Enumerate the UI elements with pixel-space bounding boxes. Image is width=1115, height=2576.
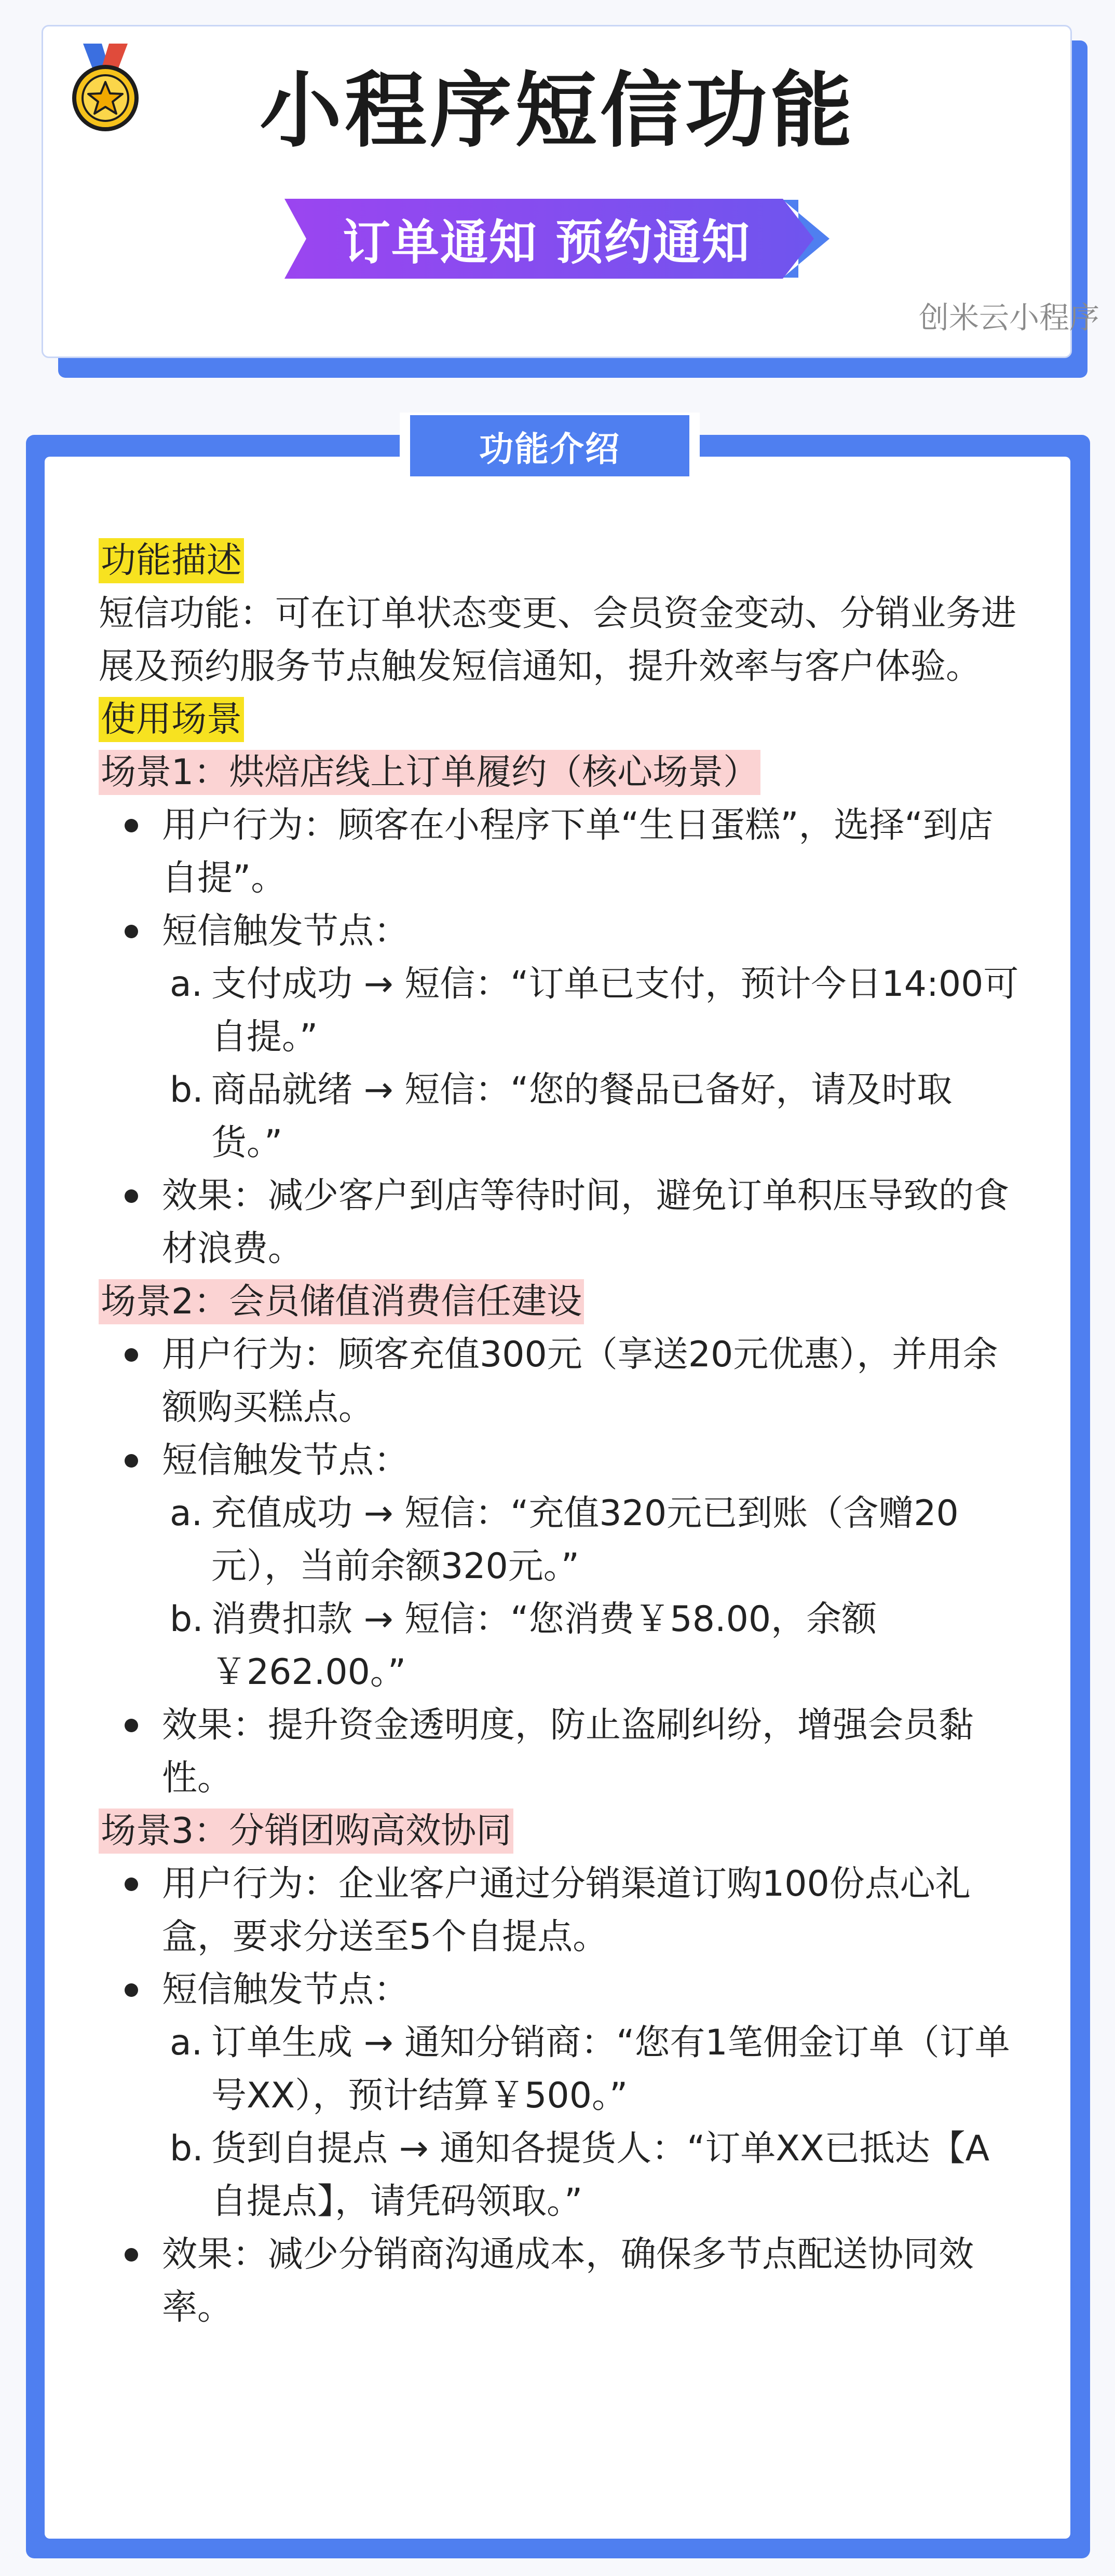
- sub-list-letter: a.: [170, 2022, 203, 2063]
- sub-list-text: 消费扣款 → 短信：“您消费￥58.00，余额￥262.00。”: [211, 1599, 877, 1693]
- sub-list-item: [99, 1593, 1023, 1699]
- sub-list-item: [99, 1064, 1023, 1170]
- scene-title: 场景1：烘焙店线上订单履约（核心场景）: [99, 750, 760, 795]
- sub-list-item: [99, 1487, 1023, 1593]
- brand-label: 创米云小程序: [918, 300, 1099, 335]
- page-title: 小程序短信功能: [260, 63, 855, 159]
- sub-list-letter: b.: [170, 1599, 203, 1640]
- ribbon-text: 订单通知 预约通知: [342, 215, 751, 270]
- list-item: 用户行为：企业客户通过分销渠道订购100份点心礼盒，要求分送至5个自提点。: [99, 1858, 1023, 1964]
- sub-list-text: 充值成功 → 短信：“充值320元已到账（含赠20元），当前余额320元。”: [211, 1493, 959, 1587]
- sub-list-letter: b.: [170, 1070, 203, 1111]
- list-item: 效果：减少客户到店等待时间，避免订单积压导致的食材浪费。: [99, 1170, 1023, 1276]
- desc-heading: 功能描述: [99, 538, 244, 583]
- desc-text: 短信功能：可在订单状态变更、会员资金变动、分销业务进展及预约服务节点触发短信通知，提升效率与客户体验。: [99, 593, 1017, 687]
- list-item: 效果：减少分销商沟通成本，确保多节点配送协同效率。: [99, 2228, 1023, 2334]
- content-body: [99, 535, 1023, 2334]
- scene-title: 场景2：会员储值消费信任建设: [99, 1279, 584, 1324]
- list-item: 效果：提升资金透明度，防止盗刷纠纷，增强会员黏性。: [99, 1699, 1023, 1805]
- sub-list-text: 货到自提点 → 通知各提货人：“订单XX已抵达【A自提点】，请凭码领取。”: [211, 2128, 990, 2222]
- list-item: 短信触发节点：: [99, 1434, 1023, 1487]
- list-item: 用户行为：顾客充值300元（享送20元优惠），并用余额购买糕点。: [99, 1328, 1023, 1434]
- list-item: 短信触发节点：: [99, 1964, 1023, 2017]
- list-item: 短信触发节点：: [99, 905, 1023, 958]
- sub-list-letter: b.: [170, 2128, 203, 2169]
- scene-title: 场景3：分销团购高效协同: [99, 1808, 513, 1854]
- usage-heading: 使用场景: [99, 697, 244, 742]
- section-tab: 功能介绍: [410, 415, 689, 476]
- sub-list-letter: a.: [170, 1493, 203, 1534]
- sub-list-letter: a.: [170, 964, 203, 1005]
- sub-list-text: 支付成功 → 短信：“订单已支付，预计今日14:00可自提。”: [211, 964, 1019, 1058]
- list-item: 用户行为：顾客在小程序下单“生日蛋糕”，选择“到店自提”。: [99, 799, 1023, 905]
- sub-list-item: [99, 958, 1023, 1064]
- sub-list-item: [99, 2017, 1023, 2122]
- sub-list-text: 商品就绪 → 短信：“您的餐品已备好，请及时取货。”: [211, 1070, 953, 1163]
- sub-list-text: 订单生成 → 通知分销商：“您有1笔佣金订单（订单号XX），预计结算￥500。”: [211, 2022, 1010, 2116]
- sub-list-item: [99, 2122, 1023, 2228]
